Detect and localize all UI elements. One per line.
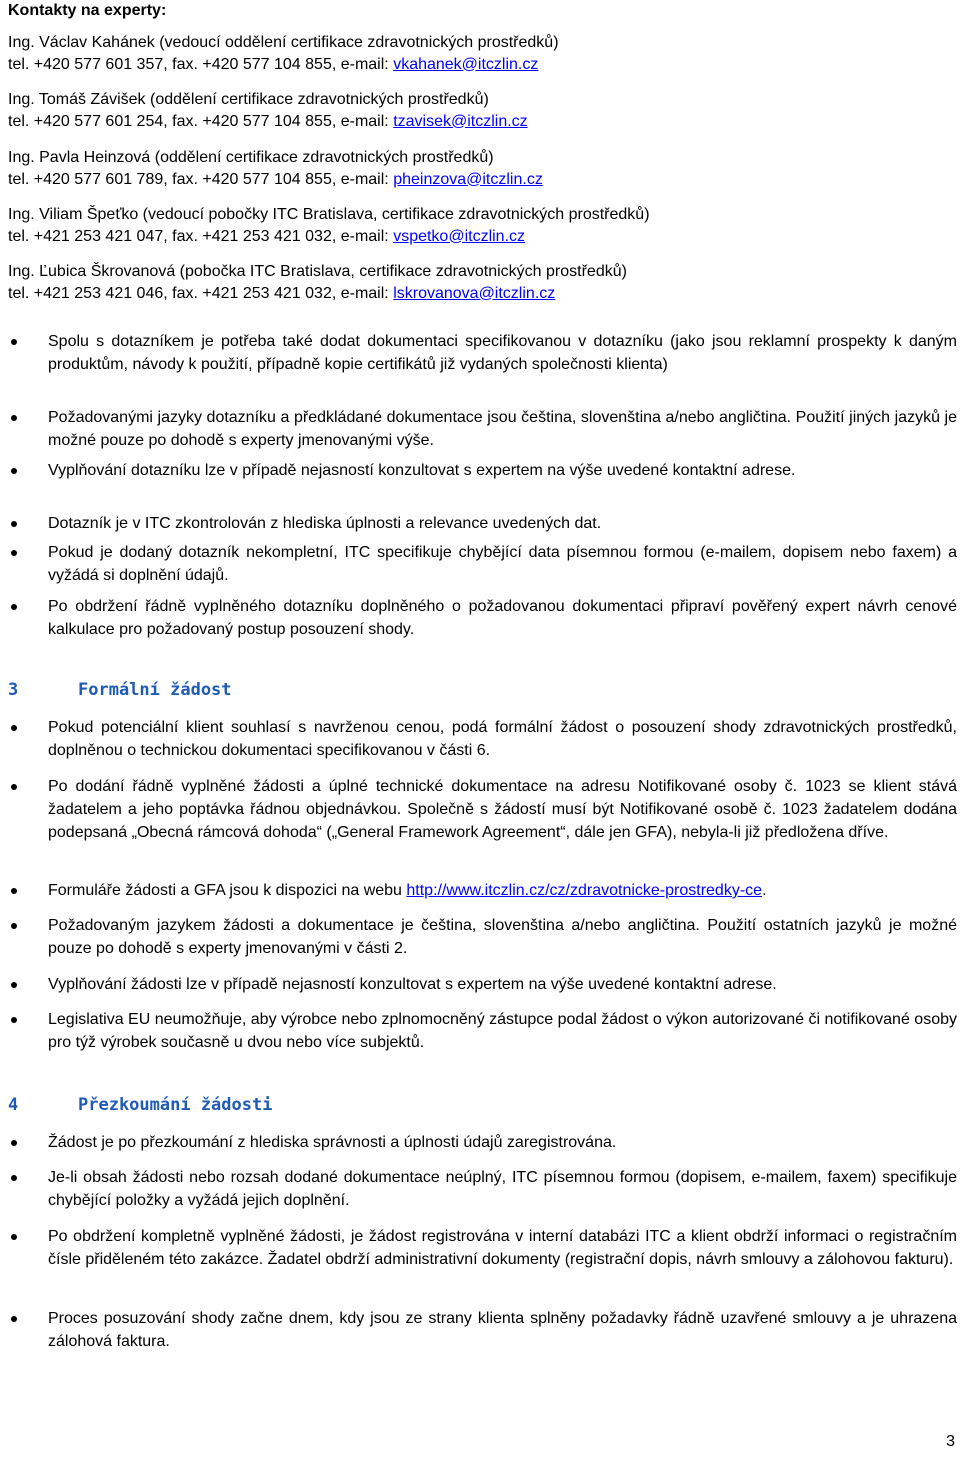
section-number: 3 [8,680,19,700]
contact-details: tel. +420 577 601 254, fax. +420 577 104 855, e-mail: tzavisek@itczlin.cz [8,112,528,130]
list-item: Žádost je po přezkoumání z hlediska správnosti a úplnosti údajů zaregistrována. [48,1131,957,1154]
list-item: Požadovanými jazyky dotazníku a předkládané dokumentace jsou čeština, slovenština a/nebo angličtina. Použití jiných jazyků je možné pouze po dohodě s experty jmenovanými výše. [48,406,957,452]
bullet-icon [11,521,17,527]
contact-email-link[interactable]: pheinzova@itczlin.cz [393,170,543,188]
bullet-icon [11,982,17,988]
contact-details: tel. +421 253 421 047, fax. +421 253 421 032, e-mail: vspetko@itczlin.cz [8,227,526,245]
section-title: Formální žádost [78,680,232,700]
list-item: Legislativa EU neumožňuje, aby výrobce nebo zplnomocněný zástupce podal žádost o výkon autorizované či notifikované osoby pro týž výrobek současně u dvou nebo více subjektů. [48,1008,957,1054]
bullet-icon [11,1175,17,1181]
contact-block [8,89,948,132]
contact-name: Ing. Tomáš Závišek (oddělení certifikace zdravotnických prostředků) [8,91,489,108]
contact-email-link[interactable]: tzavisek@itczlin.cz [393,112,528,130]
bullet-icon [11,468,17,474]
contact-details: tel. +420 577 601 357, fax. +420 577 104 855, e-mail: vkahanek@itczlin.cz [8,55,539,73]
contact-block [8,147,948,190]
list-item: Po obdržení kompletně vyplněné žádosti, je žádost registrována v interní databázi ITC a klient obdrží informaci o registračním čísle přiděleném této zakázce. Žadatel obdrží administrativní dokumenty (registrační dopis, návrh smlouvy a zálohovou fakturu). [48,1225,957,1271]
contact-block [8,32,948,75]
list-item: Dotazník je v ITC zkontrolován z hlediska úplnosti a relevance uvedených dat. [48,512,957,535]
list-item: Po dodání řádně vyplněné žádosti a úplné technické dokumentace na adresu Notifikované osoby č. 1023 se klient stává žadatelem a jeho poptávka řádnou objednávkou. Společně s žádostí musí být Notifikované osobě č. 1023 žadatelem dodána podepsaná „Obecná rámcová dohoda“ („General Framework Agreement“, dále jen GFA), nebyla-li již předložena dříve. [48,775,957,844]
contact-details: tel. +421 253 421 046, fax. +421 253 421 032, e-mail: lskrovanova@itczlin.cz [8,284,556,302]
list-item: Pokud potenciální klient souhlasí s navrženou cenou, podá formální žádost o posouzení shody zdravotnických prostředků, doplněnou o technickou dokumentaci specifikovanou v části 6. [48,716,957,762]
bullet-icon [11,604,17,610]
bullet-icon [11,888,17,894]
list-item: Formuláře žádosti a GFA jsou k dispozici na webu http://www.itczlin.cz/cz/zdravotnicke-prostredky-ce. [48,879,957,902]
bullet-icon [11,415,17,421]
bullet-icon [11,550,17,556]
contact-name: Ing. Václav Kahánek (vedoucí oddělení certifikace zdravotnických prostředků) [8,34,559,51]
forms-web-link[interactable]: http://www.itczlin.cz/cz/zdravotnicke-prostredky-ce [406,882,763,899]
page-number: 3 [946,1433,955,1450]
list-item: Vyplňování žádosti lze v případě nejasností konzultovat s expertem na výše uvedené kontaktní adrese. [48,973,957,996]
list-item: Požadovaným jazykem žádosti a dokumentace je čeština, slovenština a/nebo angličtina. Použití ostatních jazyků je možné pouze po dohodě s experty jmenovanými v části 2. [48,914,957,960]
contacts-heading: Kontakty na experty: [8,2,167,19]
bullet-icon [11,1316,17,1322]
bullet-icon [11,1017,17,1023]
contact-name: Ing. Ľubica Škrovanová (pobočka ITC Bratislava, certifikace zdravotnických prostředků) [8,263,627,280]
bullet-icon [11,725,17,731]
contact-block [8,261,948,304]
contact-name: Ing. Pavla Heinzová (oddělení certifikace zdravotnických prostředků) [8,149,494,166]
contact-email-link[interactable]: lskrovanova@itczlin.cz [393,284,556,302]
bullet-icon [11,1234,17,1240]
list-item: Pokud je dodaný dotazník nekompletní, ITC specifikuje chybějící data písemnou formou (e-mailem, dopisem nebo faxem) a vyžádá si doplnění údajů. [48,541,957,587]
contact-email-link[interactable]: vkahanek@itczlin.cz [393,55,539,73]
list-item: Po obdržení řádně vyplněného dotazníku doplněného o požadovanou dokumentaci připraví pověřený expert návrh cenové kalkulace pro požadovaný postup posouzení shody. [48,595,957,641]
bullet-icon [11,339,17,345]
section-number: 4 [8,1095,19,1115]
list-item: Proces posuzování shody začne dnem, kdy jsou ze strany klienta splněny požadavky řádně uzavřené smlouvy a je uhrazena zálohová faktura. [48,1307,957,1353]
contact-details: tel. +420 577 601 789, fax. +420 577 104 855, e-mail: pheinzova@itczlin.cz [8,170,543,188]
bullet-icon [11,923,17,929]
contact-name: Ing. Viliam Špeťko (vedoucí pobočky ITC Bratislava, certifikace zdravotnických prostředků) [8,206,650,223]
contact-block [8,204,948,247]
section-title: Přezkoumání žádosti [78,1095,273,1115]
list-item: Spolu s dotazníkem je potřeba také dodat dokumentaci specifikovanou v dotazníku (jako jsou reklamní prospekty k daným produktům, návody k použití, případně kopie certifikátů již vydaných společnosti klienta) [48,330,957,376]
bullet-icon [11,1140,17,1146]
list-item: Je-li obsah žádosti nebo rozsah dodané dokumentace neúplný, ITC písemnou formou (dopisem, e-mailem, faxem) specifikuje chybějící položky a vyžádá jejich doplnění. [48,1166,957,1212]
bullet-icon [11,784,17,790]
contact-email-link[interactable]: vspetko@itczlin.cz [393,227,526,245]
list-item: Vyplňování dotazníku lze v případě nejasností konzultovat s expertem na výše uvedené kontaktní adrese. [48,459,957,482]
